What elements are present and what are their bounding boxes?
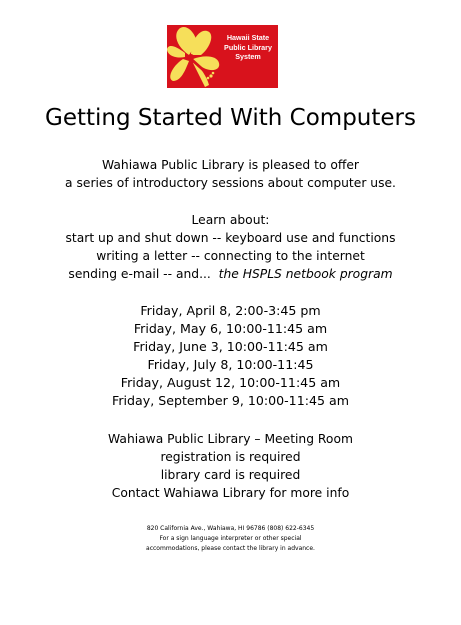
logo-line: Hawaii State	[226, 33, 270, 42]
session-date: Friday, August 12, 10:00-11:45 am	[120, 375, 341, 390]
session-date: Friday, September 9, 10:00-11:45 am	[112, 393, 349, 408]
accommodation-text: For a sign language interpreter or other special	[159, 535, 302, 542]
learn-heading: Learn about:	[191, 213, 270, 227]
topic-line	[0, 265, 461, 283]
page-title: Getting Started With Computers	[45, 105, 416, 131]
logo-line: Public Library	[224, 42, 272, 52]
session-date: Friday, April 8, 2:00-3:45 pm	[140, 303, 321, 318]
intro-line: Wahiawa Public Library is pleased to offer	[102, 158, 359, 172]
session-schedule	[0, 302, 461, 410]
intro-paragraph	[0, 156, 461, 192]
logo-line: System	[235, 52, 261, 62]
location-text: Wahiawa Public Library – Meeting Room	[108, 432, 353, 446]
accommodation-text: accommodations, please contact the library in advance.	[146, 545, 315, 552]
event-info	[0, 430, 461, 502]
topic-text: sending e-mail -- and...	[68, 267, 211, 281]
netbook-program-text: the HSPLS netbook program	[218, 267, 393, 281]
topic-line: writing a letter -- connecting to the internet	[96, 249, 365, 263]
logo-text	[219, 33, 277, 62]
session-date: Friday, May 6, 10:00-11:45 am	[133, 321, 328, 336]
hspls-logo	[167, 25, 278, 88]
registration-text: registration is required	[160, 450, 301, 464]
library-card-text: library card is required	[160, 468, 301, 482]
session-date: Friday, July 8, 10:00-11:45	[147, 357, 314, 372]
address-text: 820 California Ave., Wahiawa, HI 96786 (808) 622-6345	[146, 525, 315, 532]
contact-text: Contact Wahiawa Library for more info	[111, 486, 350, 500]
intro-line: a series of introductory sessions about computer use.	[65, 176, 396, 190]
topic-line: start up and shut down -- keyboard use and functions	[65, 231, 396, 245]
footer	[0, 524, 461, 554]
learn-about-section	[0, 211, 461, 283]
session-date: Friday, June 3, 10:00-11:45 am	[133, 339, 328, 354]
